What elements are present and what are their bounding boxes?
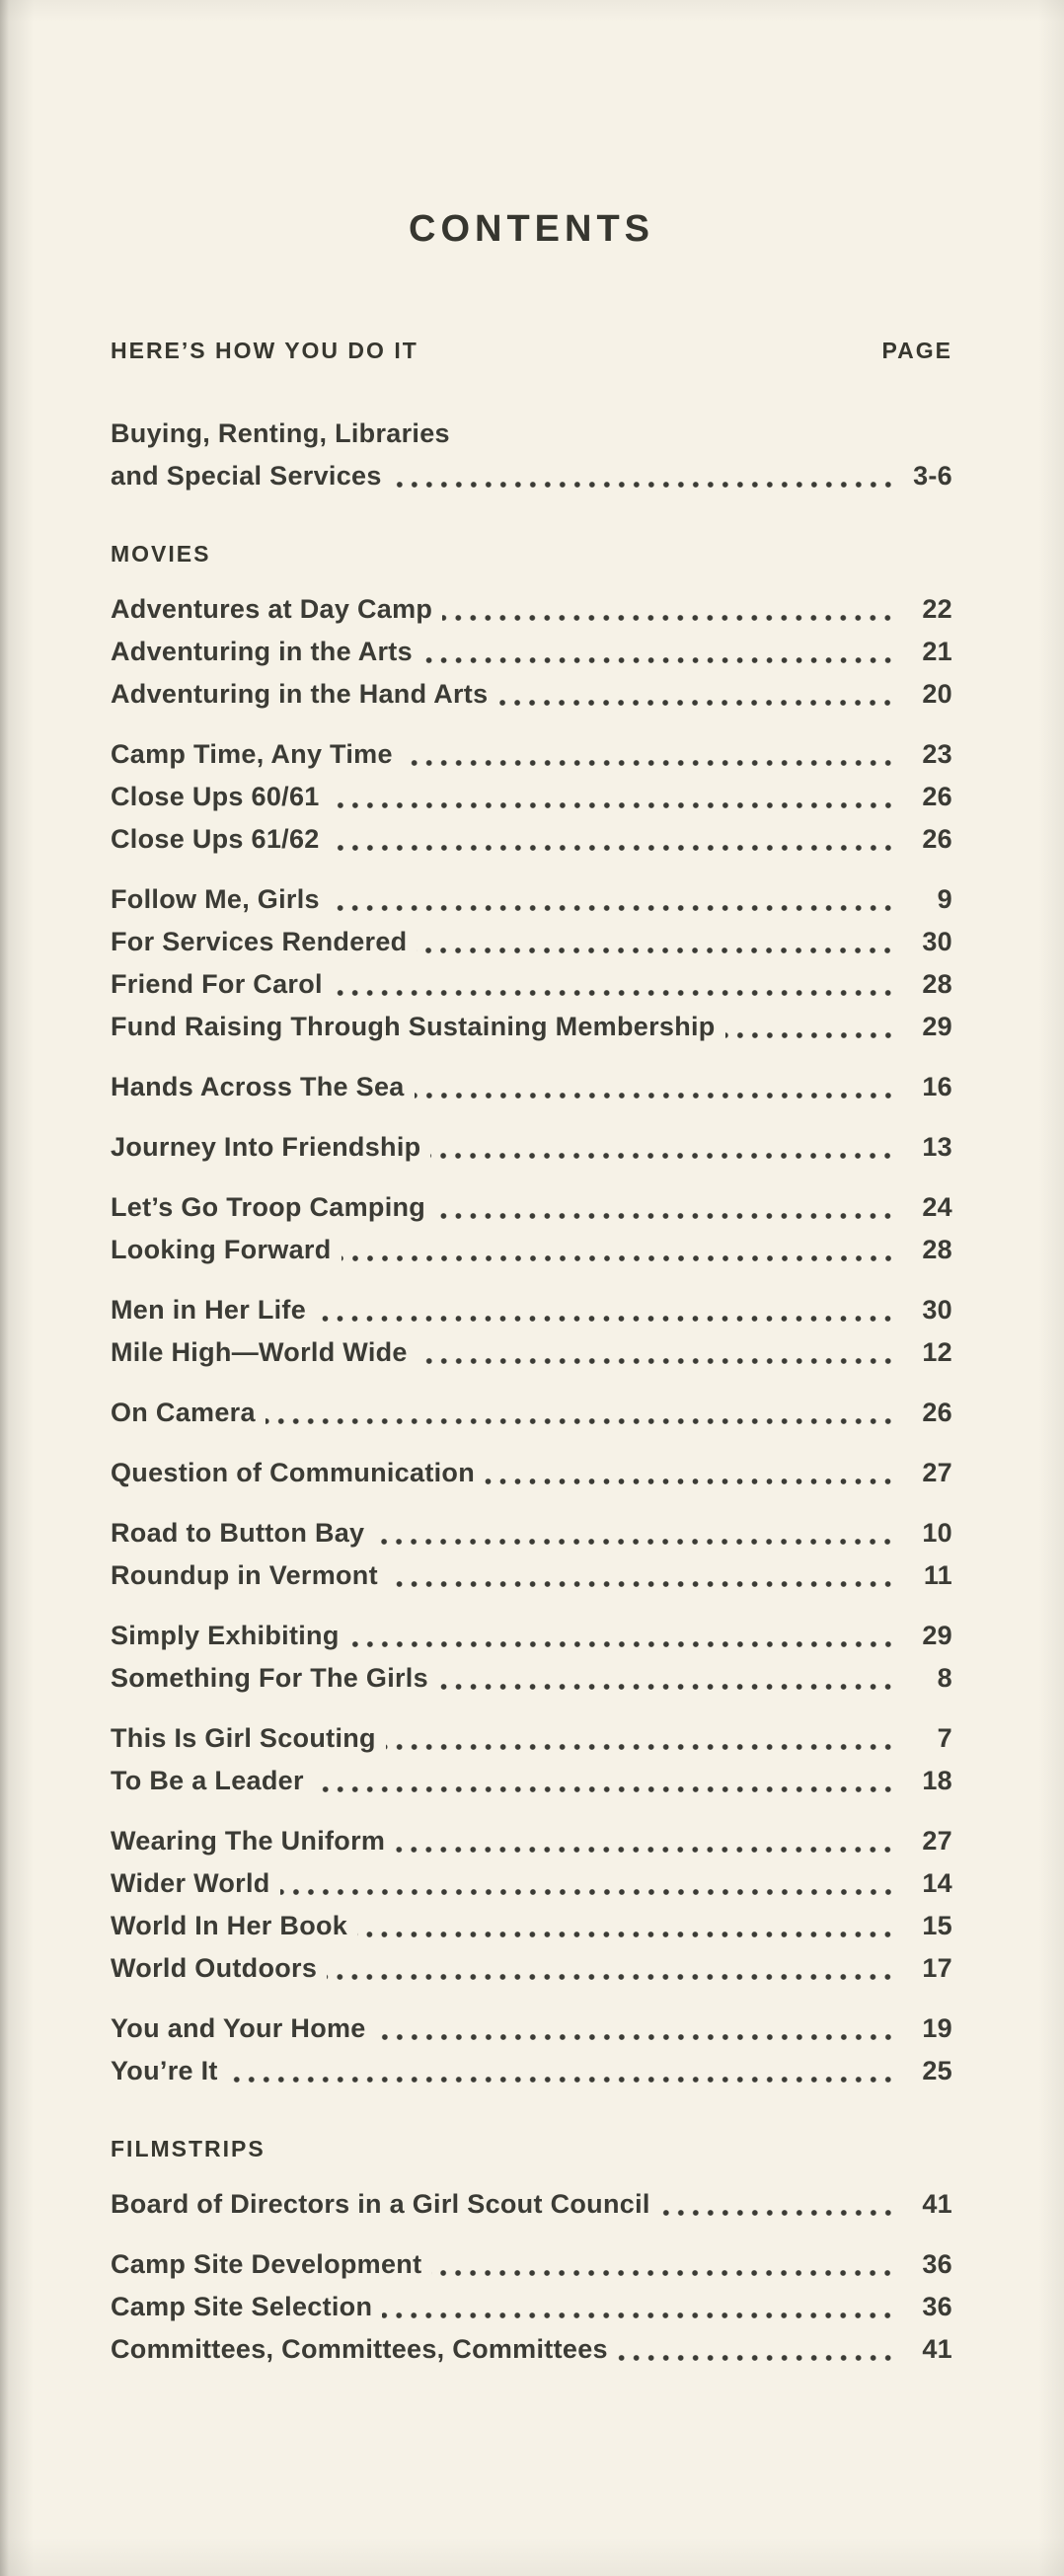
toc-entry [111,963,952,1006]
columns-header [111,338,952,363]
entry-page-number: 25 [922,2056,952,2085]
entry-title: and Special Services [111,461,382,491]
entry-title: Question of Communication [111,1458,475,1487]
entry-group [111,878,952,1048]
toc-entry [111,1905,952,1947]
dot-leader [431,2243,897,2286]
section-heading: FILMSTRIPS [111,2136,266,2161]
toc-entry [111,2286,952,2328]
toc-entry [111,1331,952,1374]
entry-group [111,1186,952,1271]
toc-entry [111,2183,952,2226]
entry-page-number: 27 [922,1826,952,1856]
entry-page-number: 26 [922,782,952,811]
dot-leader [395,1820,897,1862]
entry-title-line: Buying, Renting, Libraries [111,418,450,448]
entry-page-number: 24 [922,1192,952,1222]
dot-leader [386,1717,897,1760]
toc-section [111,2136,952,2371]
dot-leader [485,1452,897,1494]
dot-leader [327,1947,897,1990]
toc-sections [111,413,952,2371]
entry-group [111,1615,952,1700]
dot-leader [330,878,897,921]
entry-page-number: 8 [937,1663,952,1693]
entry-title: Follow Me, Girls [111,884,320,914]
entry-title: Committees, Committees, Committees [111,2334,608,2364]
toc-entry [111,1229,952,1271]
dot-leader [228,2050,897,2092]
toc-entry [111,776,952,818]
entry-page-number: 30 [922,927,952,956]
entry-title: You’re It [111,2056,218,2085]
dot-leader [618,2328,897,2371]
entry-page-number: 41 [922,2334,952,2364]
entry-group [111,1820,952,1990]
columns-header-left: HERE’S HOW YOU DO IT [111,338,418,363]
dot-leader [330,818,897,861]
entry-title: Let’s Go Troop Camping [111,1192,426,1222]
dot-leader [376,2008,897,2050]
entry-title: Journey Into Friendship [111,1132,421,1162]
toc-entry [111,588,952,631]
toc-entry [111,1820,952,1862]
entry-title: Mile High—World Wide [111,1337,408,1367]
entry-group [111,2183,952,2226]
toc-entry [111,1657,952,1700]
dot-leader [333,963,897,1006]
entry-page-number: 26 [922,1398,952,1427]
dot-leader [415,1066,897,1108]
entry-page-number: 11 [923,1560,952,1590]
entry-title: Wider World [111,1868,270,1898]
entry-page-number: 28 [922,969,952,999]
entry-title: Board of Directors in a Girl Scout Council [111,2189,650,2219]
entry-page-number: 21 [922,637,952,666]
entry-title: Hands Across The Sea [111,1072,405,1101]
page-title: CONTENTS [409,208,654,250]
toc-section [111,413,952,497]
entry-page-number: 3-6 [913,461,952,491]
toc-entry [111,1947,952,1990]
dot-leader [417,921,897,963]
entry-title: You and Your Home [111,2013,366,2043]
entry-page-number: 41 [922,2189,952,2219]
entry-group [111,1392,952,1434]
columns-header-page-label: PAGE [881,338,952,363]
toc-entry [111,1554,952,1597]
entry-page-number: 23 [922,739,952,769]
dot-leader [403,733,897,776]
entry-page-number: 9 [937,884,952,914]
entry-title: Camp Site Selection [111,2292,373,2321]
entry-page-number: 22 [922,594,952,624]
entry-title: Road to Button Bay [111,1518,365,1548]
dot-leader [316,1289,897,1331]
entry-group [111,2243,952,2371]
entry-title: This Is Girl Scouting [111,1723,376,1753]
section-heading: MOVIES [111,541,211,567]
dot-leader [388,1554,897,1597]
toc-entry [111,2328,952,2371]
entry-title: World In Her Book [111,1911,348,1940]
entry-page-number: 28 [922,1235,952,1264]
toc-entry [111,455,952,497]
dot-leader [357,1905,897,1947]
entry-page-number: 18 [922,1766,952,1795]
toc-entry [111,1392,952,1434]
entry-page-number: 30 [922,1295,952,1325]
toc-entry [111,733,952,776]
entry-title: For Services Rendered [111,927,408,956]
dot-leader [430,1126,897,1169]
entry-group [111,733,952,861]
dot-leader [418,1331,897,1374]
toc-entry [111,2008,952,2050]
dot-leader [422,631,897,673]
entry-group [111,2008,952,2092]
entry-title: Adventures at Day Camp [111,594,433,624]
entry-page-number: 7 [937,1723,952,1753]
entry-title: Friend For Carol [111,969,323,999]
toc-entry [111,2050,952,2092]
toc-entry [111,2243,952,2286]
entry-group [111,1126,952,1169]
entry-page-number: 14 [922,1868,952,1898]
toc-entry [111,631,952,673]
entry-group [111,1512,952,1597]
dot-leader [660,2183,897,2226]
entry-page-number: 15 [922,1911,952,1940]
toc-entry [111,1512,952,1554]
dot-leader [374,1512,897,1554]
entry-group [111,1066,952,1108]
toc-section [111,541,952,2092]
entry-group [111,588,952,716]
toc-entry [111,921,952,963]
entry-page-number: 19 [922,2013,952,2043]
entry-page-number: 10 [922,1518,952,1548]
entry-page-number: 16 [922,1072,952,1101]
entry-group [111,1289,952,1374]
toc-entry [111,1186,952,1229]
entry-page-number: 26 [922,824,952,854]
toc-entry [111,1615,952,1657]
toc-entry [111,1126,952,1169]
toc-entry [111,818,952,861]
dot-leader [392,455,897,497]
entry-title: World Outdoors [111,1953,318,1983]
entry-title: Camp Time, Any Time [111,739,393,769]
dot-leader [382,2286,897,2328]
entry-title: Fund Raising Through Sustaining Membership [111,1012,716,1041]
entry-title: Wearing The Uniform [111,1826,386,1856]
entry-page-number: 36 [922,2292,952,2321]
entry-title: Close Ups 60/61 [111,782,320,811]
entry-page-number: 29 [922,1621,952,1650]
toc-entry [111,1006,952,1048]
entry-group [111,1717,952,1802]
entry-group [111,413,952,497]
entry-page-number: 36 [922,2249,952,2279]
dot-leader [442,588,897,631]
dot-leader [438,1657,897,1700]
entry-title: Roundup in Vermont [111,1560,378,1590]
entry-title: On Camera [111,1398,256,1427]
entry-title: Adventuring in the Arts [111,637,413,666]
entry-title: Looking Forward [111,1235,332,1264]
entry-page-number: 20 [922,679,952,709]
entry-title: Close Ups 61/62 [111,824,320,854]
entry-page-number: 27 [922,1458,952,1487]
dot-leader [266,1392,897,1434]
entry-group [111,1452,952,1494]
dot-leader [349,1615,897,1657]
entry-title: To Be a Leader [111,1766,304,1795]
entry-title: Adventuring in the Hand Arts [111,679,489,709]
toc-entry [111,1760,952,1802]
entry-title: Something For The Girls [111,1663,428,1693]
dot-leader [342,1229,898,1271]
toc-entry [111,1862,952,1905]
dot-leader [280,1862,897,1905]
dot-leader [314,1760,897,1802]
dot-leader [435,1186,897,1229]
dot-leader [725,1006,897,1048]
toc-entry [111,878,952,921]
entry-page-number: 29 [922,1012,952,1041]
entry-page-number: 17 [922,1953,952,1983]
toc-entry [111,1289,952,1331]
entry-page-number: 12 [922,1337,952,1367]
toc-entry [111,1717,952,1760]
toc-entry [111,673,952,716]
toc-entry [111,1452,952,1494]
dot-leader [330,776,897,818]
entry-title: Camp Site Development [111,2249,422,2279]
entry-page-number: 13 [922,1132,952,1162]
entry-title: Men in Her Life [111,1295,307,1325]
toc-entry [111,1066,952,1108]
entry-title: Simply Exhibiting [111,1621,340,1650]
dot-leader [497,673,897,716]
